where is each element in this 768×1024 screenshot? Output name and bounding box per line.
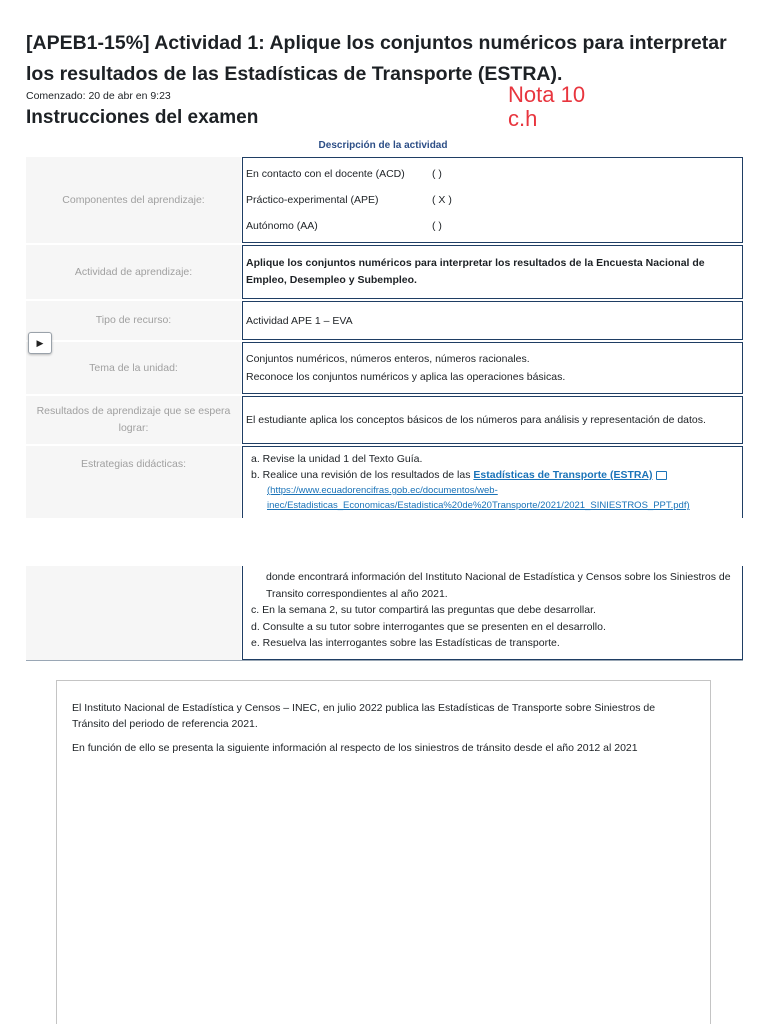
components-cell xyxy=(242,157,743,243)
strategy-e: e. Resuelva las interrogantes sobre las Estadísticas de transporte. xyxy=(251,637,560,649)
components-row xyxy=(26,157,743,243)
resource-label: Tipo de recurso: xyxy=(26,301,241,340)
activity-cell xyxy=(242,245,743,299)
unit-line2: Reconoce los conjuntos numéricos y aplica las operaciones básicas. xyxy=(246,371,566,383)
estra-link[interactable]: Estadísticas de Transporte (ESTRA) xyxy=(473,469,653,481)
component-item: En contacto con el docente (ACD) ( ) xyxy=(246,168,442,180)
started-timestamp: Comenzado: 20 de abr en 9:23 xyxy=(26,90,171,102)
activity-row xyxy=(26,245,743,299)
strategy-d: d. Consulte a su tutor sobre interrogantes que se presenten en el desarrollo. xyxy=(251,620,606,633)
outcomes-row xyxy=(26,396,743,444)
component-item: Autónomo (AA) ( ) xyxy=(246,220,442,232)
estra-url-line2[interactable]: inec/Estadisticas_Economicas/Estadistica%20de%20Transporte/2021/2021_SINIESTROS_PPT.pdf) xyxy=(267,500,690,511)
continuation-label-bg xyxy=(26,566,241,660)
outcomes-label: Resultados de aprendizaje que se espera lograr: xyxy=(26,396,241,444)
strategies-cell xyxy=(242,446,743,518)
components-label: Componentes del aprendizaje: xyxy=(26,157,241,243)
external-link-icon[interactable] xyxy=(656,471,667,480)
description-caption: Descripción de la actividad xyxy=(318,140,448,151)
activity-text: Aplique los conjuntos numéricos para interpretar los resultados de la Encuesta Nacional de Empleo, Desempleo y Subempleo. xyxy=(246,257,705,286)
continuation-cell xyxy=(242,566,743,660)
grade-note-line1: Nota 10 xyxy=(508,82,586,107)
strategies-row xyxy=(26,446,743,518)
strategy-a: a. Revise la unidad 1 del Texto Guía. xyxy=(251,453,423,465)
page-title: [APEB1-15%] Actividad 1: Aplique los conjuntos numéricos para interpretar los resultados de las Estadísticas de Transporte (ESTRA). xyxy=(26,32,727,85)
resource-cell xyxy=(242,301,743,340)
component-item: Práctico-experimental (APE) ( X ) xyxy=(246,194,452,206)
outcomes-cell xyxy=(242,396,743,444)
info-paragraph-1: El Instituto Nacional de Estadística y Censos – INEC, en julio 2022 publica las Estadísticas de Transporte sobre Siniestros de Tránsito del periodo de referencia 2021. xyxy=(72,702,656,730)
outcomes-text: El estudiante aplica los conceptos básicos de los números para análisis y representación de datos. xyxy=(246,414,706,426)
handwritten-grade-note xyxy=(508,83,585,131)
resource-row xyxy=(26,301,743,340)
strategies-continuation xyxy=(26,566,743,661)
play-icon[interactable]: ▶ xyxy=(28,332,52,354)
info-box xyxy=(56,680,711,1024)
unit-cell xyxy=(242,342,743,394)
unit-label: Tema de la unidad: xyxy=(26,342,241,394)
resource-text: Actividad APE 1 – EVA xyxy=(246,314,353,327)
grade-note-line2: c.h xyxy=(508,106,538,131)
strategy-b-continued: donde encontrará información del Instituto Nacional de Estadística y Censos sobre los Siniestros de Transito correspondientes al año 2021. xyxy=(266,571,731,600)
strategy-b: b. Realice una revisión de los resultados de las Estadísticas de Transporte (ESTRA) xyxy=(251,467,742,483)
estra-url-line1[interactable]: (https://www.ecuadorencifras.gob.ec/documentos/web- xyxy=(267,485,498,496)
strategy-c: c. En la semana 2, su tutor compartirá las preguntas que debe desarrollar. xyxy=(251,604,596,616)
unit-row xyxy=(26,342,743,394)
strategies-label: Estrategias didácticas: xyxy=(26,446,241,518)
activity-label: Actividad de aprendizaje: xyxy=(26,245,241,299)
unit-line1: Conjuntos numéricos, números enteros, números racionales. xyxy=(246,353,530,365)
exam-instructions-heading: Instrucciones del examen xyxy=(26,107,259,128)
info-paragraph-2: En función de ello se presenta la siguiente información al respecto de los siniestros de tránsito desde el año 2012 al 2021 xyxy=(72,742,638,754)
